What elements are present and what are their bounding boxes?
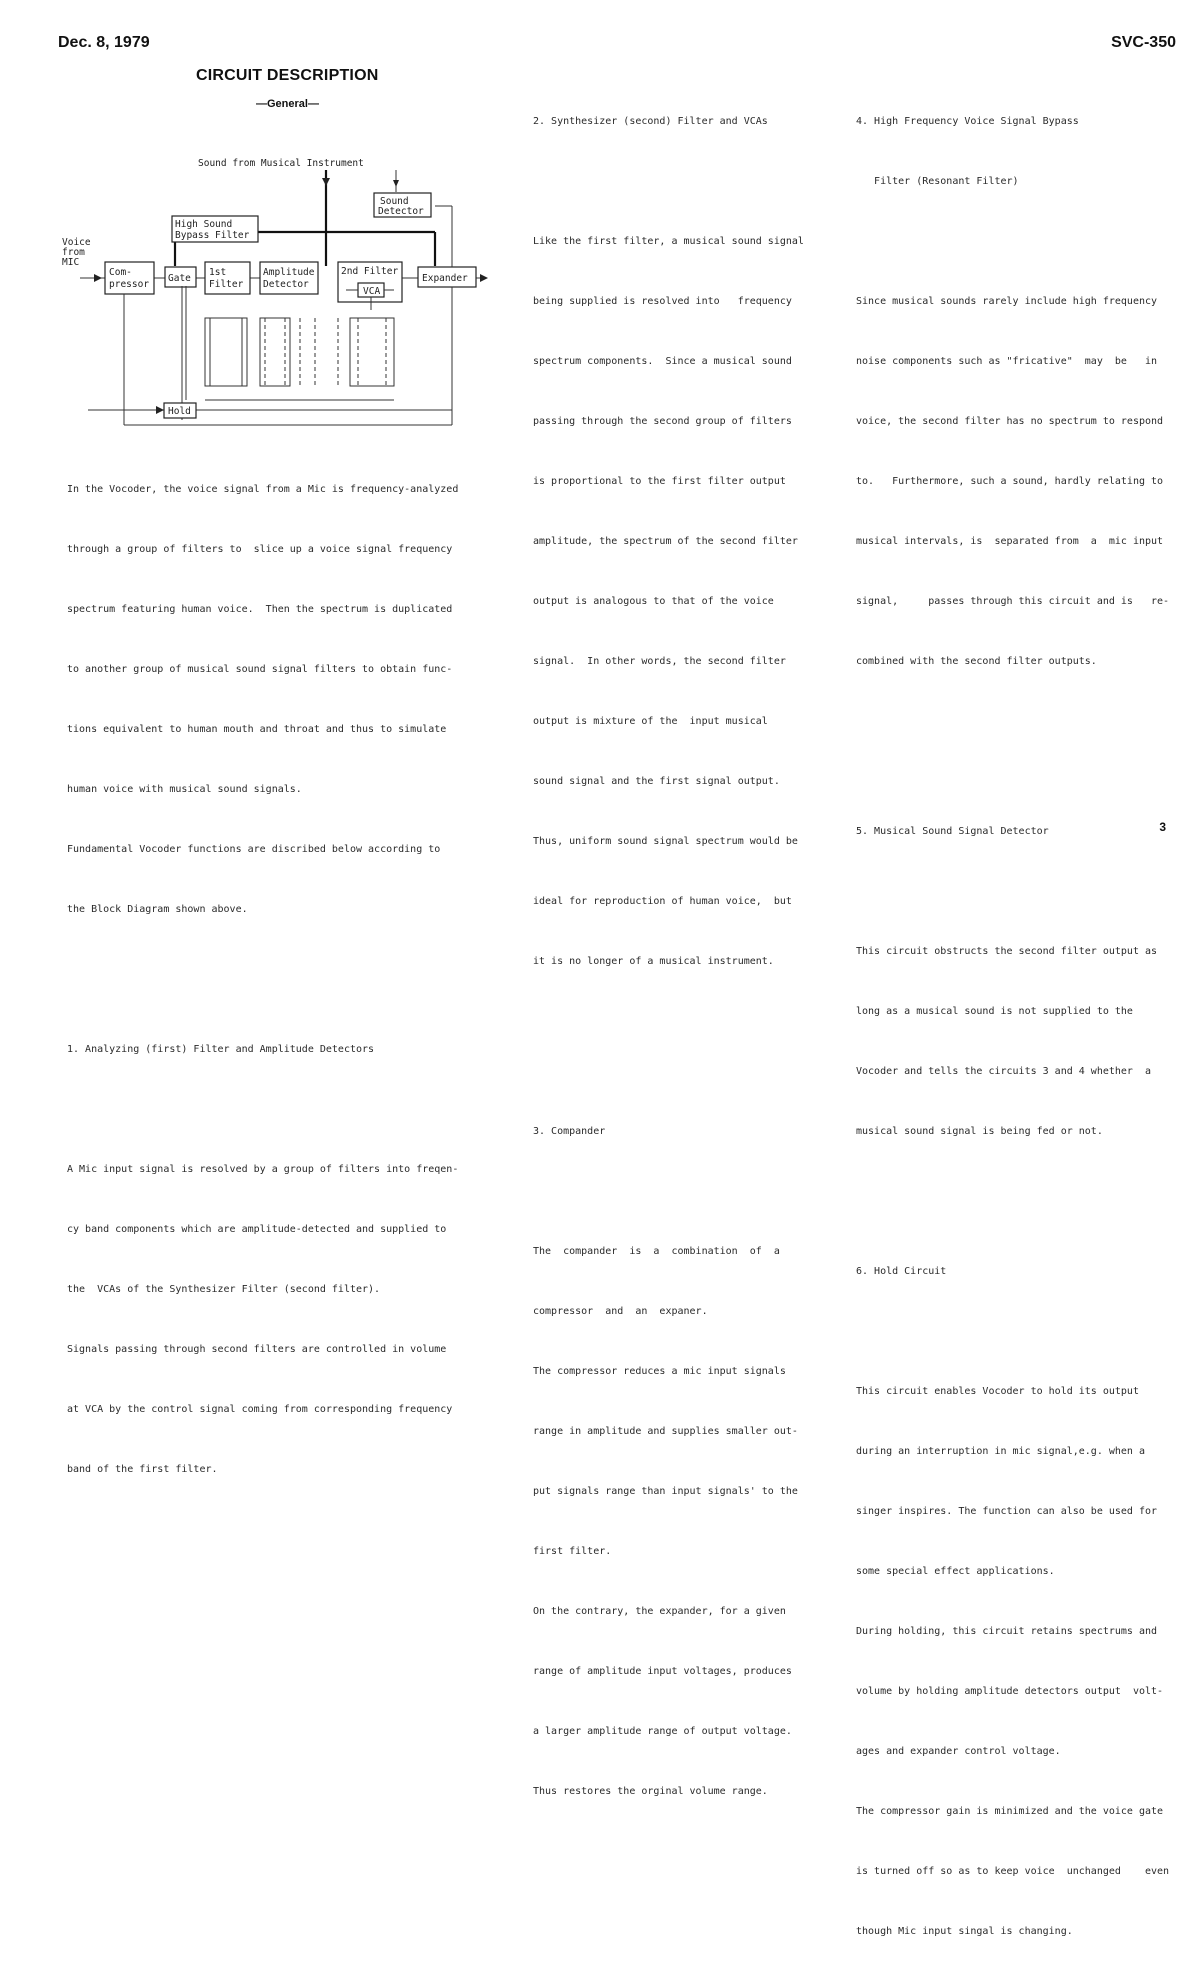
section-2-line: output is mixture of the input musical: [533, 716, 768, 727]
gate-block: [165, 267, 196, 287]
filter-bank-detail: [182, 286, 394, 420]
intro-line: Fundamental Vocoder functions are discribed below according to: [67, 844, 441, 855]
section-2-line: spectrum components. Since a musical sound: [533, 356, 792, 367]
intro-line: tions equivalent to human mouth and throat and thus to simulate: [67, 724, 447, 735]
input-arrow: [94, 274, 102, 282]
voice-label-3: MIC: [62, 257, 80, 268]
page-subtitle: —General—: [256, 98, 319, 110]
section-1-line: band of the first filter.: [67, 1464, 218, 1475]
column-3: [856, 72, 1169, 1962]
section-3-line: The compressor reduces a mic input signals: [533, 1366, 786, 1377]
section-3-line: range of amplitude input voltages, produces: [533, 1666, 792, 1677]
page-title: CIRCUIT DESCRIPTION: [196, 67, 379, 84]
section-5-line: Vocoder and tells the circuits 3 and 4 whether a: [856, 1066, 1152, 1077]
section-4-line: signal, passes through this circuit and is re-: [856, 596, 1170, 607]
svg-text:2nd Filter: 2nd Filter: [341, 266, 399, 277]
section-2-line: ideal for reproduction of human voice, but: [533, 896, 792, 907]
section-6-line: volume by holding amplitude detectors output volt-: [856, 1686, 1164, 1697]
section-1-heading: 1. Analyzing (first) Filter and Amplitude Detectors: [67, 1044, 375, 1055]
column-1: [67, 440, 458, 1500]
svg-text:Bypass Filter: Bypass Filter: [175, 230, 250, 241]
svg-text:Amplitude: Amplitude: [263, 267, 315, 278]
svg-text:Com-: Com-: [109, 267, 132, 278]
output-arrow: [480, 274, 488, 282]
section-2-line: amplitude, the spectrum of the second filter: [533, 536, 798, 547]
svg-text:Gate: Gate: [168, 273, 191, 284]
section-4-line: Since musical sounds rarely include high frequency: [856, 296, 1158, 307]
intro-line: the Block Diagram shown above.: [67, 904, 248, 915]
section-6-line: singer inspires. The function can also be used for: [856, 1506, 1158, 1517]
intro-line: to another group of musical sound signal filters to obtain func-: [67, 664, 453, 675]
section-2-line: passing through the second group of filters: [533, 416, 792, 427]
section-3-line: range in amplitude and supplies smaller out-: [533, 1426, 798, 1437]
svg-text:Detector: Detector: [263, 279, 309, 290]
section-2-line: Like the first filter, a musical sound signal: [533, 236, 804, 247]
section-4-line: voice, the second filter has no spectrum to respond: [856, 416, 1164, 427]
section-6-line: ages and expander control voltage.: [856, 1746, 1061, 1757]
first-filter-block: [205, 262, 250, 294]
section-2-line: it is no longer of a musical instrument.: [533, 956, 774, 967]
intro-line: spectrum featuring human voice. Then the spectrum is duplicated: [67, 604, 453, 615]
section-6-line: The compressor gain is minimized and the voice gate: [856, 1806, 1164, 1817]
section-6-line: During holding, this circuit retains spectrums and: [856, 1626, 1158, 1637]
sound-detector-block: [374, 193, 431, 217]
section-4-line: noise components such as "fricative" may be in: [856, 356, 1158, 367]
section-6-line: though Mic input singal is changing.: [856, 1926, 1073, 1937]
column-2: [533, 72, 804, 1822]
diagram-top-label: Sound from Musical Instrument: [198, 158, 364, 169]
block-diagram: [60, 150, 468, 430]
svg-text:pressor: pressor: [109, 279, 150, 290]
section-4-heading: 4. High Frequency Voice Signal Bypass: [856, 116, 1079, 127]
section-1-line: A Mic input signal is resolved by a group of filters into freqen-: [67, 1164, 459, 1175]
section-3-line: compressor and an expaner.: [533, 1306, 708, 1317]
section-4-heading-cont: Filter (Resonant Filter): [856, 176, 1019, 187]
section-4-line: combined with the second filter outputs.: [856, 656, 1097, 667]
section-6-line: some special effect applications.: [856, 1566, 1055, 1577]
section-2-line: being supplied is resolved into frequency: [533, 296, 792, 307]
section-1-line: cy band components which are amplitude-detected and supplied to: [67, 1224, 447, 1235]
intro-line: human voice with musical sound signals.: [67, 784, 302, 795]
section-4-line: to. Furthermore, such a sound, hardly relating to: [856, 476, 1164, 487]
expander-block: [418, 267, 476, 287]
section-3-line: Thus restores the orginal volume range.: [533, 1786, 768, 1797]
amplitude-detector-block: [260, 262, 318, 294]
section-1-line: the VCAs of the Synthesizer Filter (second filter).: [67, 1284, 381, 1295]
section-6-heading: 6. Hold Circuit: [856, 1266, 947, 1277]
section-5-line: musical sound signal is being fed or not.: [856, 1126, 1103, 1137]
section-3-line: On the contrary, the expander, for a given: [533, 1606, 786, 1617]
section-2-line: signal. In other words, the second filter: [533, 656, 786, 667]
compressor-block: [105, 262, 154, 294]
hold-block: [164, 403, 196, 418]
section-1-line: Signals passing through second filters are controlled in volume: [67, 1344, 447, 1355]
section-6-line: is turned off so as to keep voice unchanged even: [856, 1866, 1170, 1877]
section-2-line: output is analogous to that of the voice: [533, 596, 774, 607]
page-number: 3: [1159, 820, 1166, 834]
section-3-line: a larger amplitude range of output voltage.: [533, 1726, 792, 1737]
intro-line: through a group of filters to slice up a voice signal frequency: [67, 544, 453, 555]
svg-text:VCA: VCA: [363, 286, 381, 297]
svg-text:High Sound: High Sound: [175, 219, 233, 230]
section-2-line: Thus, uniform sound signal spectrum would be: [533, 836, 798, 847]
section-6-line: This circuit enables Vocoder to hold its output: [856, 1386, 1139, 1397]
svg-text:Expander: Expander: [422, 273, 468, 284]
section-5-heading: 5. Musical Sound Signal Detector: [856, 826, 1049, 837]
section-2-line: is proportional to the first filter output: [533, 476, 786, 487]
section-1-line: at VCA by the control signal coming from corresponding frequency: [67, 1404, 453, 1415]
section-3-heading: 3. Compander: [533, 1126, 606, 1137]
svg-text:Filter: Filter: [209, 279, 244, 290]
model-number: SVC-350: [1111, 34, 1176, 51]
svg-text:1st: 1st: [209, 267, 227, 278]
svg-text:Detector: Detector: [378, 206, 424, 217]
voice-label-2: from: [62, 247, 85, 258]
section-4-line: musical intervals, is separated from a mic input: [856, 536, 1164, 547]
svg-text:Hold: Hold: [168, 406, 191, 417]
section-3-line: put signals range than input signals' to the: [533, 1486, 798, 1497]
section-5-line: This circuit obstructs the second filter output as: [856, 946, 1158, 957]
section-3-line: The compander is a combination of a: [533, 1246, 780, 1257]
section-3-line: first filter.: [533, 1546, 612, 1557]
svg-text:Sound: Sound: [380, 196, 409, 207]
document-date: Dec. 8, 1979: [58, 34, 150, 51]
voice-label-1: Voice: [62, 237, 91, 248]
section-2-heading: 2. Synthesizer (second) Filter and VCAs: [533, 116, 768, 127]
section-2-line: sound signal and the first signal output.: [533, 776, 780, 787]
section-5-line: long as a musical sound is not supplied to the: [856, 1006, 1133, 1017]
section-6-line: during an interruption in mic signal,e.g. when a: [856, 1446, 1145, 1457]
high-sound-bypass-filter-block: [172, 216, 258, 242]
intro-line: In the Vocoder, the voice signal from a Mic is frequency-analyzed: [67, 484, 459, 495]
